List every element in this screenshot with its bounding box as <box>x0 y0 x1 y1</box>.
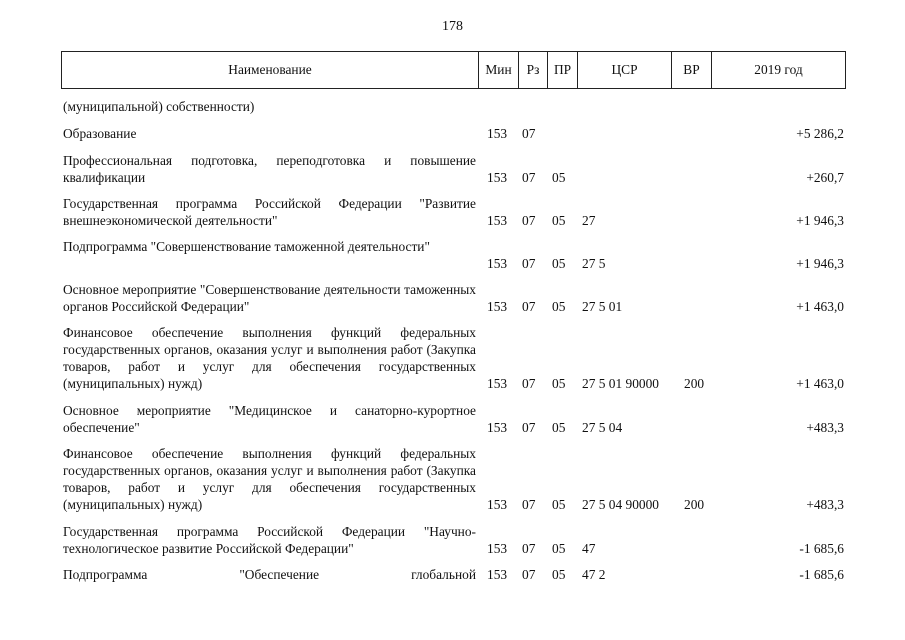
row-csr: 47 <box>582 541 596 556</box>
header-pr: ПР <box>548 52 578 88</box>
row-min: 153 <box>487 256 508 271</box>
row-vr: 200 <box>684 376 705 391</box>
row-name: Финансовое обеспечение выполнения функций федеральных государственных органов, оказания услуг и выполнения работ (Закупка товаров, работ и услуг для обеспечения государственных (муниципальных) нужд) <box>63 325 476 391</box>
row-vr: 200 <box>684 497 705 512</box>
row-value: +483,3 <box>806 420 844 435</box>
row-value: -1 685,6 <box>799 541 844 556</box>
header-vr: ВР <box>672 52 712 88</box>
row-name: Образование <box>63 126 137 141</box>
row-name: Основное мероприятие "Совершенствование деятельности таможенных органов Российской Федерации" <box>63 282 476 314</box>
row-rz: 07 <box>522 567 536 582</box>
row-name: (муниципальной) собственности) <box>63 99 255 114</box>
row-name: Государственная программа Российской Федерации "Развитие внешнеэкономической деятельности" <box>63 196 476 228</box>
row-rz: 07 <box>522 541 536 556</box>
row-name: Основное мероприятие "Медицинское и санаторно-курортное обеспечение" <box>63 403 476 435</box>
row-min: 153 <box>487 567 508 582</box>
row-rz: 07 <box>522 420 536 435</box>
header-csr: ЦСР <box>578 52 672 88</box>
header-rz: Рз <box>519 52 548 88</box>
row-csr: 27 <box>582 213 596 228</box>
row-name: Финансовое обеспечение выполнения функций федеральных государственных органов, оказания услуг и выполнения работ (Закупка товаров, работ и услуг для обеспечения государственных (муниципальных) нужд) <box>63 446 476 512</box>
row-rz: 07 <box>522 497 536 512</box>
row-value: +1 946,3 <box>796 213 844 228</box>
row-name: Государственная программа Российской Федерации "Научно-технологическое развитие Российской Федерации" <box>63 524 476 556</box>
row-value: +5 286,2 <box>796 126 844 141</box>
header-name: Наименование <box>62 52 479 88</box>
row-csr: 27 5 04 <box>582 420 623 435</box>
row-min: 153 <box>487 420 508 435</box>
row-pr: 05 <box>552 299 566 314</box>
table-header <box>61 51 846 89</box>
row-csr: 27 5 <box>582 256 606 271</box>
row-value: +1 946,3 <box>796 256 844 271</box>
header-min: Мин <box>479 52 519 88</box>
row-name: Подпрограмма "Совершенствование таможенной деятельности" <box>63 239 430 254</box>
row-min: 153 <box>487 497 508 512</box>
row-min: 153 <box>487 376 508 391</box>
page-number: 178 <box>442 19 463 34</box>
row-value: +1 463,0 <box>796 299 844 314</box>
row-csr: 27 5 04 90000 <box>582 497 659 512</box>
row-rz: 07 <box>522 126 536 141</box>
row-pr: 05 <box>552 541 566 556</box>
row-pr: 05 <box>552 497 566 512</box>
row-pr: 05 <box>552 256 566 271</box>
row-rz: 07 <box>522 213 536 228</box>
row-rz: 07 <box>522 376 536 391</box>
row-pr: 05 <box>552 420 566 435</box>
row-value: +483,3 <box>806 497 844 512</box>
row-min: 153 <box>487 213 508 228</box>
row-csr: 27 5 01 <box>582 299 623 314</box>
row-pr: 05 <box>552 376 566 391</box>
row-min: 153 <box>487 170 508 185</box>
row-csr: 27 5 01 90000 <box>582 376 659 391</box>
row-value: +260,7 <box>806 170 844 185</box>
row-value: -1 685,6 <box>799 567 844 582</box>
row-name: Профессиональная подготовка, переподготовка и повышение квалификации <box>63 153 476 185</box>
row-name: Подпрограмма "Обеспечение глобальной <box>63 567 476 582</box>
header-year: 2019 год <box>754 62 803 77</box>
row-min: 153 <box>487 541 508 556</box>
row-pr: 05 <box>552 567 566 582</box>
row-value: +1 463,0 <box>796 376 844 391</box>
row-csr: 47 2 <box>582 567 606 582</box>
row-pr: 05 <box>552 213 566 228</box>
row-min: 153 <box>487 126 508 141</box>
row-min: 153 <box>487 299 508 314</box>
row-rz: 07 <box>522 256 536 271</box>
row-pr: 05 <box>552 170 566 185</box>
row-rz: 07 <box>522 299 536 314</box>
row-rz: 07 <box>522 170 536 185</box>
